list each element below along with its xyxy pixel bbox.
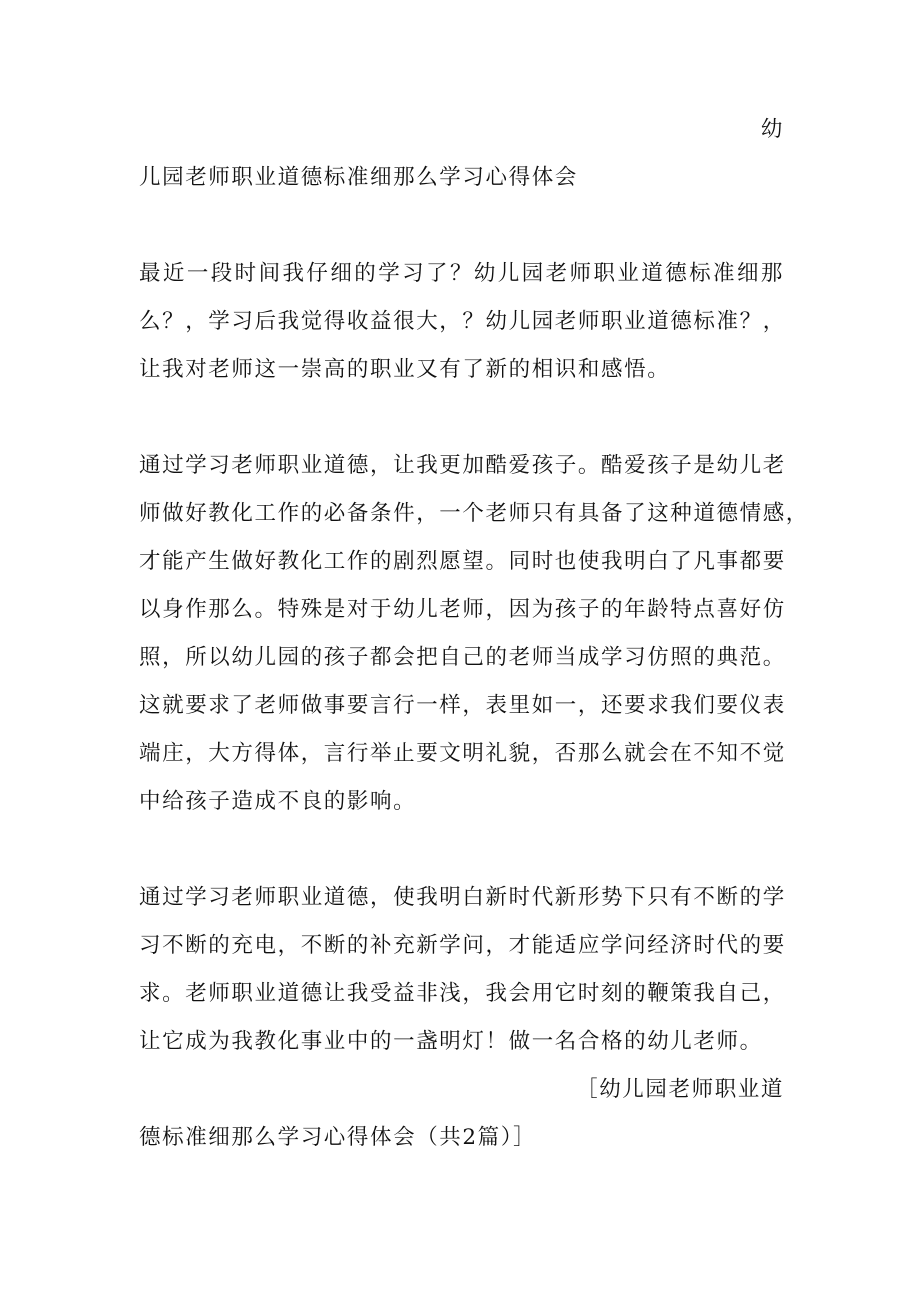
paragraph-2-line-6: 这就要求了老师做事要言行一样，表里如一，还要求我们要仪表: [139, 693, 786, 718]
paragraph-3-line-4: 让它成为我教化事业中的一盏明灯！做一名合格的幼儿老师。: [139, 1029, 763, 1054]
paragraph-3-line-3: 求。老师职业道德让我受益非浅，我会用它时刻的鞭策我自己，: [139, 981, 786, 1006]
footer-line-2: 德标准细那么学习心得体会（共2篇）］: [139, 1125, 537, 1150]
paragraph-2-line-4: 以身作那么。特殊是对于幼儿老师，因为孩子的年龄特点喜好仿: [139, 597, 786, 622]
paragraph-1-line-2: 么？，学习后我觉得收益很大，？幼儿园老师职业道德标准？，: [139, 309, 786, 334]
paragraph-3-line-2: 习不断的充电，不断的补充新学问，才能适应学问经济时代的要: [139, 933, 786, 958]
paragraph-2-line-8: 中给孩子造成不良的影响。: [139, 789, 417, 814]
paragraph-2-line-7: 端庄，大方得体，言行举止要文明礼貌，否那么就会在不知不觉: [139, 741, 786, 766]
title-line-2: 儿园老师职业道德标准细那么学习心得体会: [139, 165, 578, 190]
paragraph-1-line-1: 最近一段时间我仔细的学习了？幼儿园老师职业道德标准细那: [139, 261, 784, 286]
title-line-1: 幼: [760, 117, 784, 142]
paragraph-3-line-1: 通过学习老师职业道德，使我明白新时代新形势下只有不断的学: [139, 885, 786, 910]
paragraph-2-line-5: 照，所以幼儿园的孩子都会把自己的老师当成学习仿照的典范。: [139, 645, 786, 670]
footer-line-1: ［幼儿园老师职业道: [576, 1077, 784, 1102]
paragraph-1-line-3: 让我对老师这一崇高的职业又有了新的相识和感悟。: [139, 357, 671, 382]
paragraph-2-line-2: 师做好教化工作的必备条件，一个老师只有具备了这种道德情感，: [139, 501, 809, 526]
paragraph-2-line-1: 通过学习老师职业道德，让我更加酷爱孩子。酷爱孩子是幼儿老: [139, 453, 786, 478]
paragraph-2-line-3: 才能产生做好教化工作的剧烈愿望。同时也使我明白了凡事都要: [139, 549, 786, 574]
